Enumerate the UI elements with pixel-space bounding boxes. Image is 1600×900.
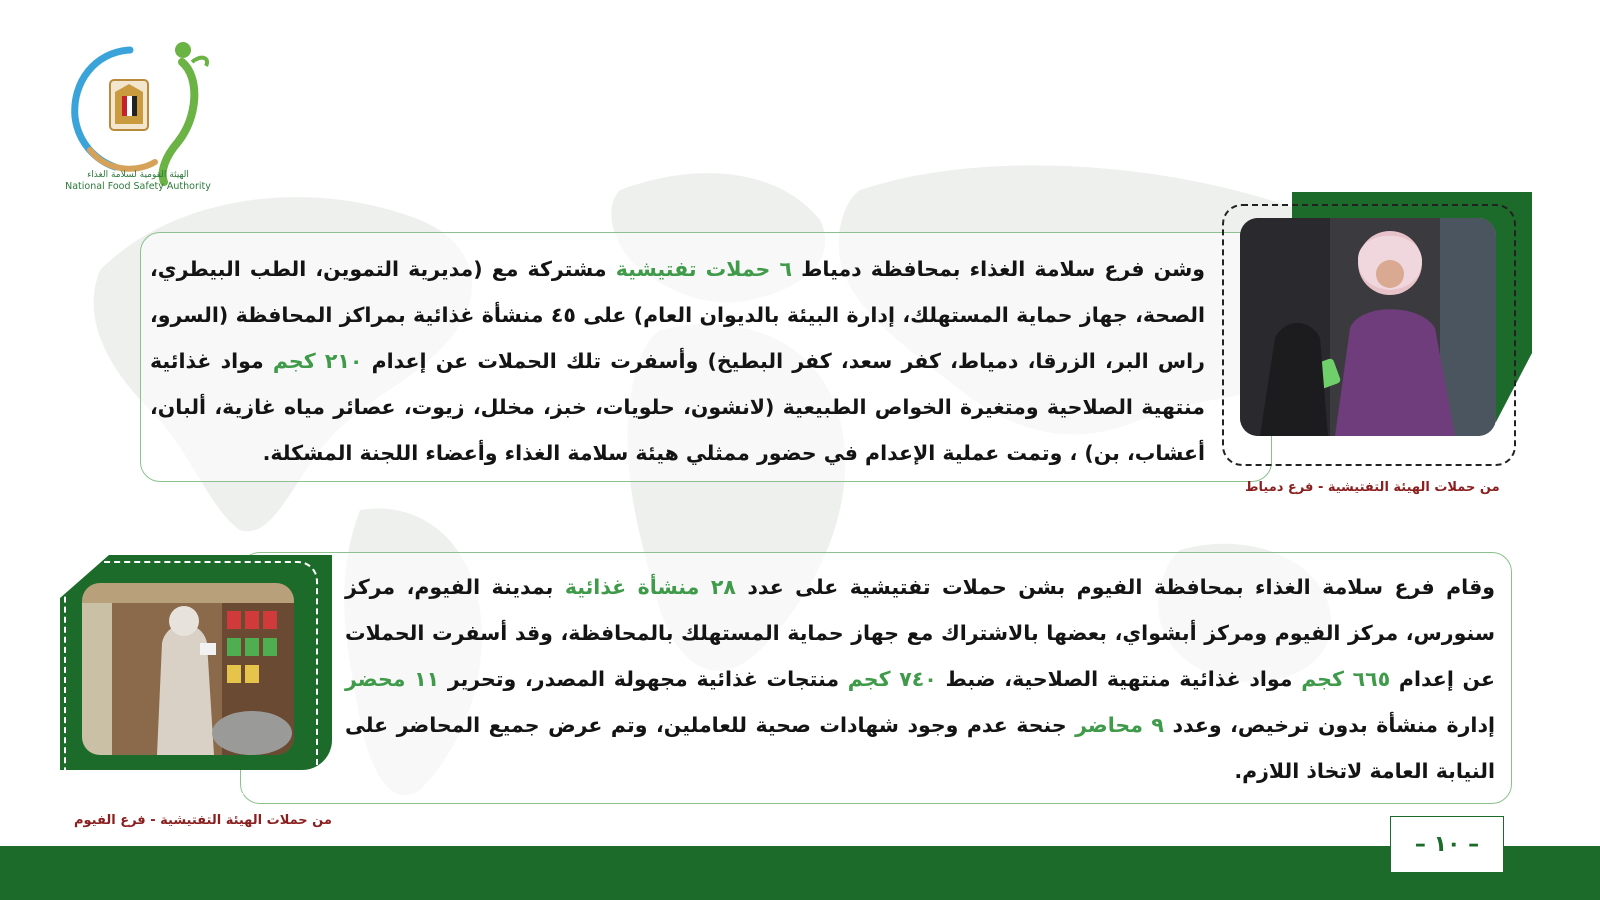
logo-english-name: National Food Safety Authority xyxy=(65,181,211,192)
section1-caption: من حملات الهيئة التفتيشية - فرع دمياط xyxy=(1245,480,1500,495)
text-segment: مشتركة مع (مديرية التموين، الطب البيطري، الصحة، جهاز حماية المستهلك، إدارة البيئة بالديوان العام) على ٤٥ منشأة غذائية بمراكز المحافظة (السرو، راس البر، الزرقا، دمياط، كفر سعد، كفر البطيخ) وأسفرت تلك الحملات عن إعدام xyxy=(150,257,1205,373)
section2-photo-frame xyxy=(60,555,332,800)
highlight-establishments: ٢٨ منشأة غذائية xyxy=(564,575,736,599)
footer-bar xyxy=(0,846,1600,900)
section2-paragraph xyxy=(345,564,1495,794)
store-inspection-photo xyxy=(82,583,294,755)
text-segment: وشن فرع سلامة الغذاء بمحافظة دمياط xyxy=(791,257,1205,281)
text-segment: مواد غذائية منتهية الصلاحية ومتغيرة الخواص الطبيعية (لانشون، حلويات، خبز، مخلل، زيوت، عصائر مياه غازية، ألبان، أعشاب، بن) ، وتمت عملية الإعدام في حضور ممثلي هيئة سلامة الغذاء وأعضاء اللجنة المشكلة. xyxy=(150,349,1205,465)
highlight-misdemeanor-reports: ٩ محاضر xyxy=(1075,713,1164,737)
section1-paragraph xyxy=(150,246,1205,476)
store-photo-icon xyxy=(82,583,294,755)
highlight-destroyed-kg: ٢١٠ كجم xyxy=(272,349,363,373)
text-segment: مواد غذائية منتهية الصلاحية، ضبط xyxy=(936,667,1302,691)
logo-badge-text: NFSA xyxy=(155,97,175,129)
logo-arabic-name: الهيئة القومية لسلامة الغذاء xyxy=(87,170,189,180)
text-segment: جنحة عدم وجود شهادات صحية للعاملين، وتم عرض جميع المحاضر على النيابة العامة لاتخاذ اللازم. xyxy=(345,713,1495,783)
highlight-campaigns: ٦ حملات تفتيشية xyxy=(615,257,792,281)
page-number: – ١٠ – xyxy=(1390,816,1504,873)
section1-photo-frame xyxy=(1222,192,1532,472)
highlight-destroyed-kg: ٦٦٥ كجم xyxy=(1301,667,1391,691)
section2-caption: من حملات الهيئة التفتيشية - فرع الفيوم xyxy=(74,813,332,828)
text-segment: منتجات غذائية مجهولة المصدر، وتحرير xyxy=(439,667,848,691)
highlight-reports: ١١ محضر xyxy=(345,667,440,691)
text-segment: بمدينة الفيوم، مركز سنورس، مركز الفيوم ومركز أبشواي، بعضها بالاشتراك مع جهاز حماية المستهلك بالمحافظة، وقد أسفرت الحملات عن إعدام xyxy=(345,575,1495,691)
highlight-seized-kg: ٧٤٠ كجم xyxy=(847,667,937,691)
text-segment: إدارة منشأة بدون ترخيص، وعدد xyxy=(1163,713,1495,737)
inspection-photo-icon xyxy=(1240,218,1496,436)
inspector-photo xyxy=(1240,218,1496,436)
text-segment: وقام فرع سلامة الغذاء بمحافظة الفيوم بشن حملات تفتيشية على عدد xyxy=(735,575,1496,599)
